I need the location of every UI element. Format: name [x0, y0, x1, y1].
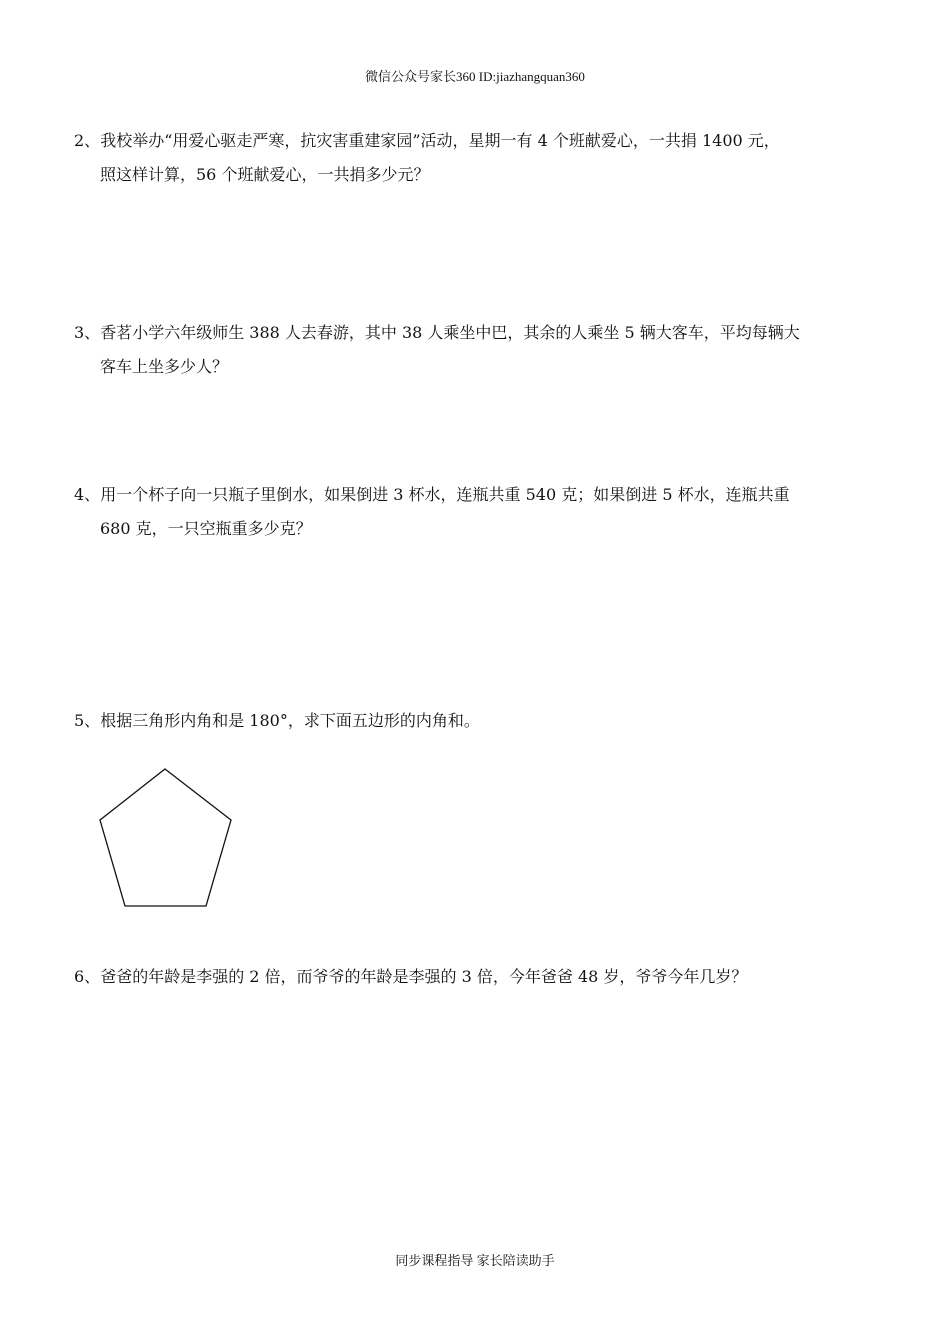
question-text-line1: 爸爸的年龄是李强的 2 倍，而爷爷的年龄是李强的 3 倍，今年爸爸 48 岁，爷爷今年几岁？	[100, 967, 748, 986]
question-number: 3、	[74, 323, 101, 342]
question-3	[74, 316, 884, 384]
question-number: 4、	[74, 485, 101, 504]
question-text-line1: 用一个杯子向一只瓶子里倒水，如果倒进 3 杯水，连瓶共重 540 克；如果倒进 5 杯水，连瓶共重	[100, 485, 790, 504]
question-4	[74, 478, 884, 546]
question-text-line1: 香茗小学六年级师生 388 人去春游，其中 38 人乘坐中巴，其余的人乘坐 5 辆大客车，平均每辆大	[100, 323, 800, 342]
question-text-line2: 客车上坐多少人？	[100, 357, 229, 376]
question-5	[74, 704, 884, 738]
question-text-line1: 我校举办“用爱心驱走严寒，抗灾害重建家园”活动，星期一有 4 个班献爱心，一共捐 1400 元，	[100, 131, 780, 150]
question-number: 6、	[74, 967, 101, 986]
question-2	[74, 124, 884, 192]
question-6	[74, 960, 884, 994]
question-text-line1: 根据三角形内角和是 180°，求下面五边形的内角和。	[100, 711, 480, 730]
pentagon-shape	[100, 769, 231, 906]
question-number: 5、	[74, 711, 101, 730]
page-header-watermark: 微信公众号家长360 ID:jiazhangquan360	[365, 69, 585, 84]
pentagon-figure	[96, 766, 236, 911]
question-number: 2、	[74, 131, 101, 150]
question-text-line2: 680 克，一只空瓶重多少克？	[100, 519, 312, 538]
page-footer: 同步课程指导 家长陪读助手	[395, 1253, 555, 1268]
question-text-line2: 照这样计算，56 个班献爱心，一共捐多少元？	[100, 165, 430, 184]
